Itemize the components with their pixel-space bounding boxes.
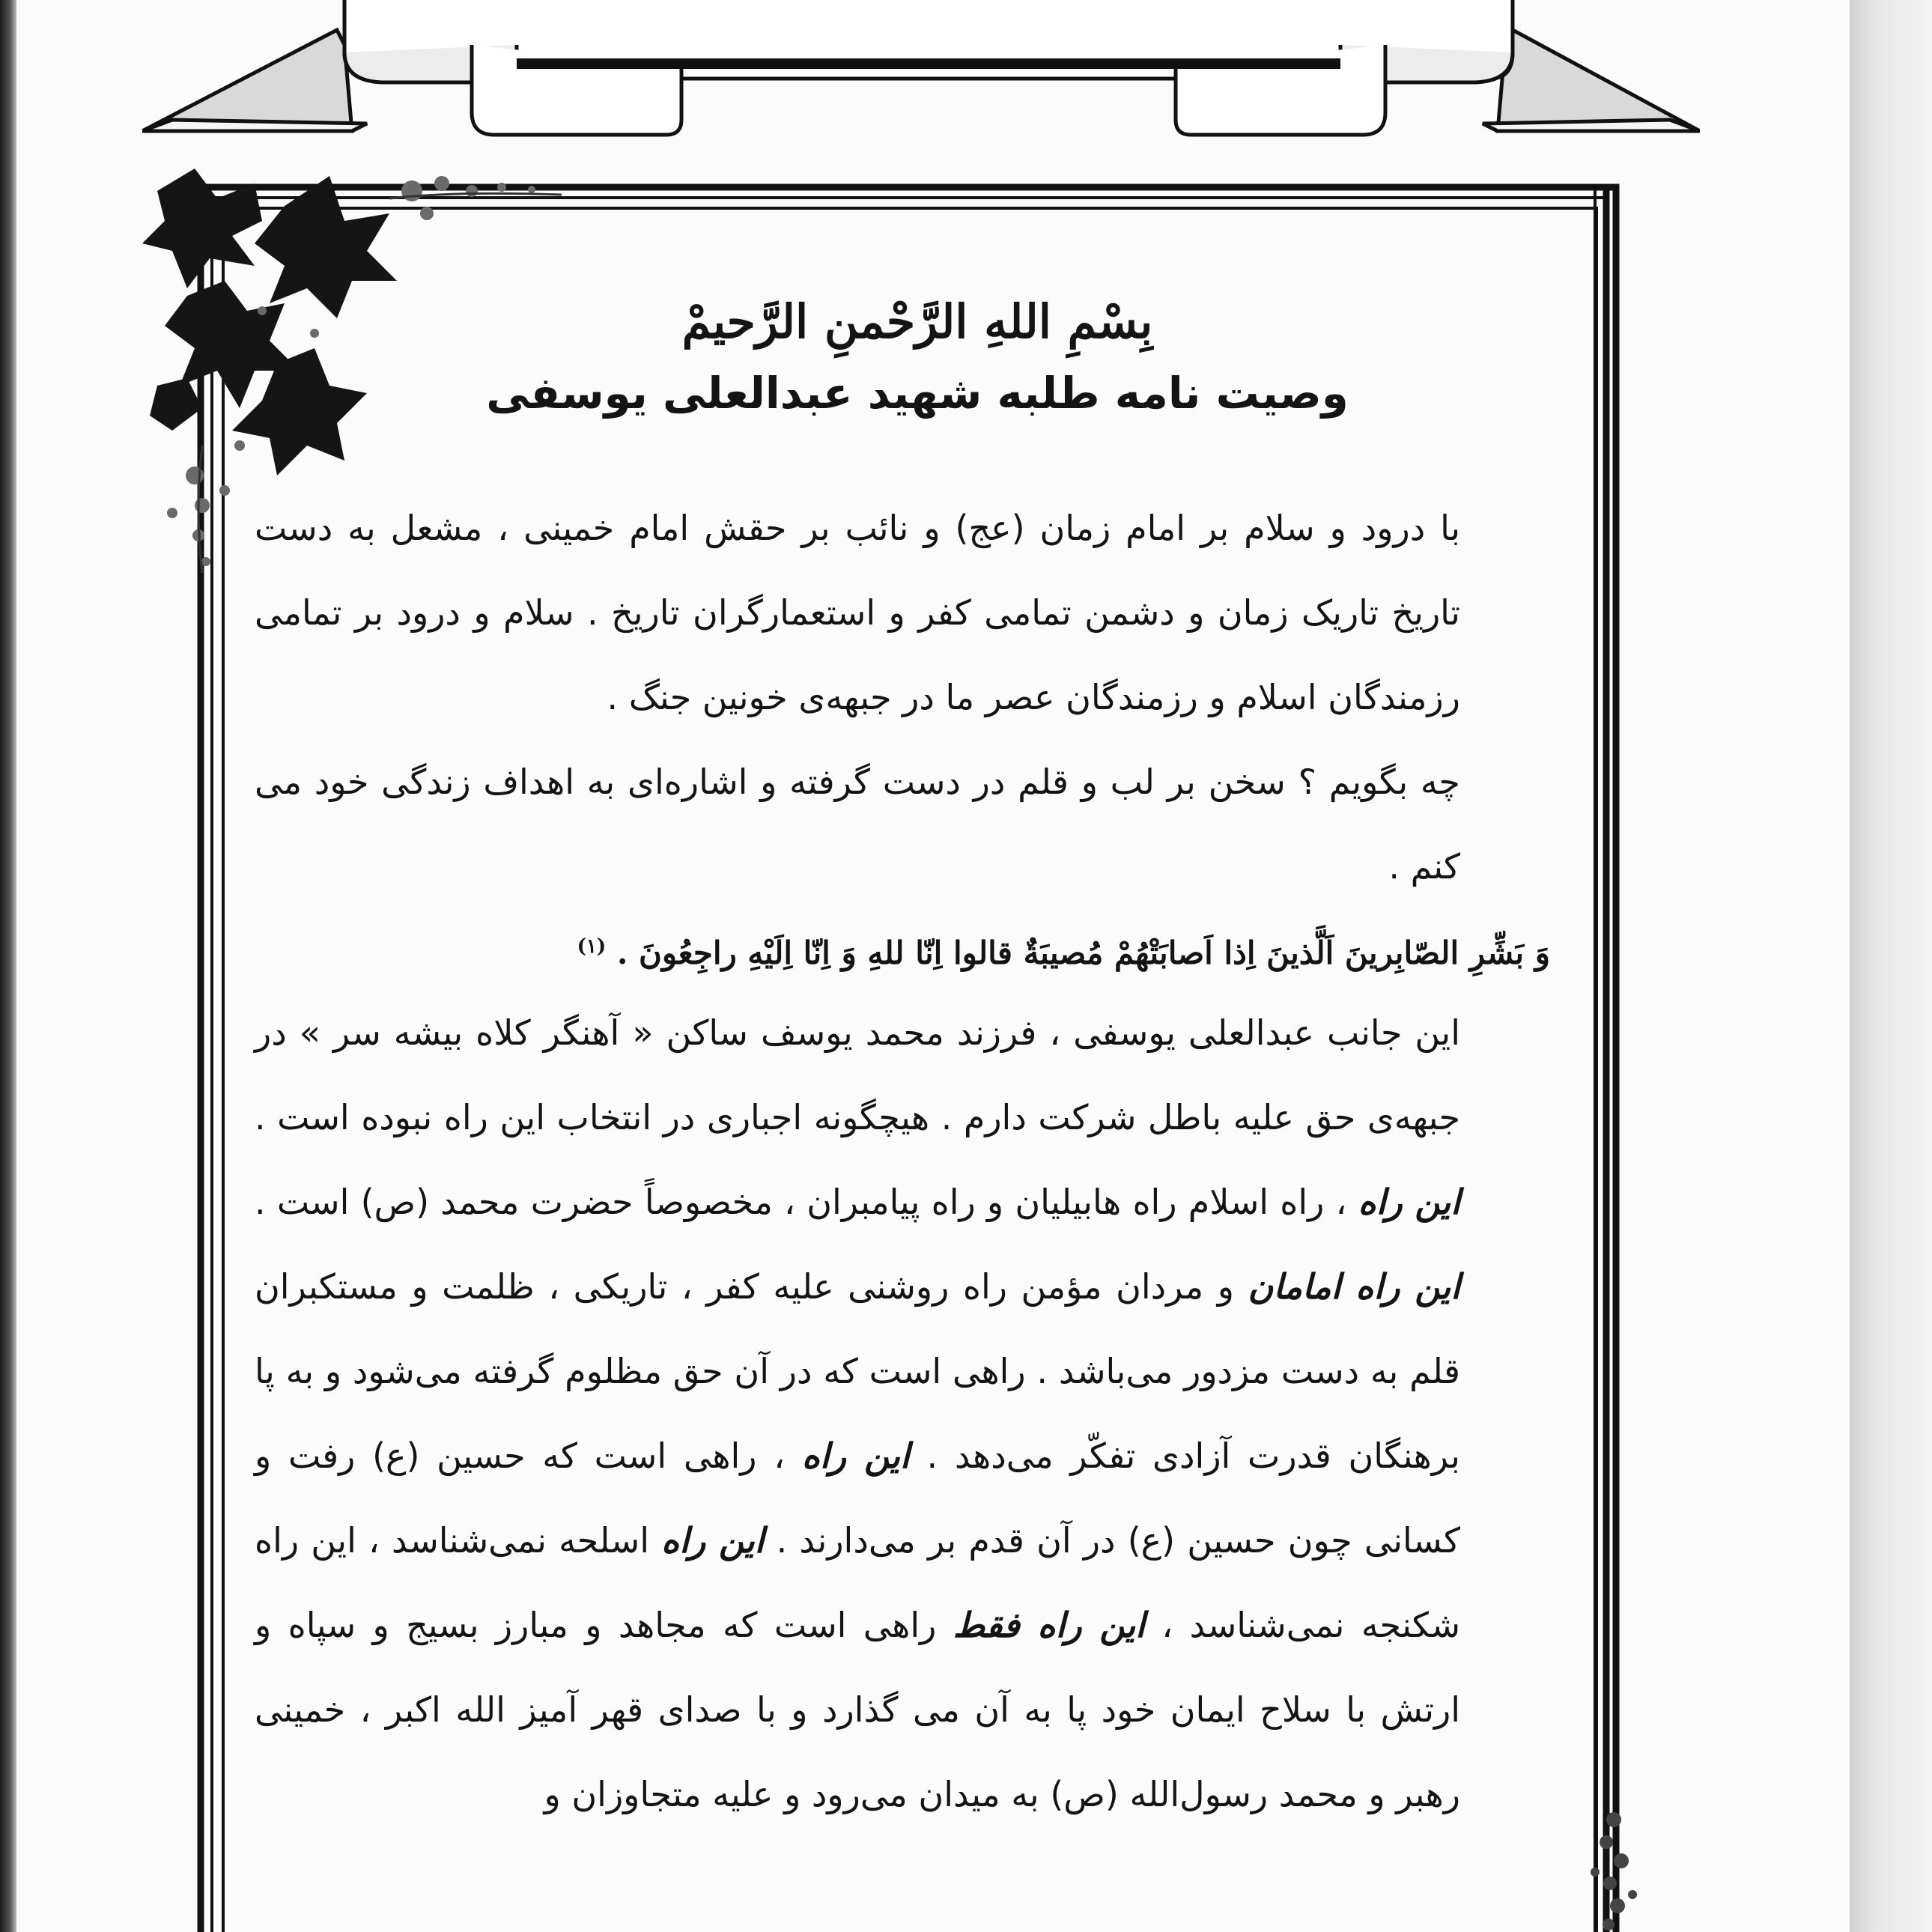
paragraph-path-part-c: و مردان مؤمن راه روشنی علیه کفر ، تاریکی ، ظلمت و مستکبران قلم به دست مزدور می‌باشد . راهی است که در آن حق مظلوم گرفته می‌شود و به پا برهنگان قدرت آزادی تفکّر می‌دهد . (255, 1266, 1460, 1476)
will-text-content (255, 288, 1550, 1837)
paragraph-intro: چه بگویم ؟ سخن بر لب و قلم در دست گرفته و اشاره‌ای به اهداف زندگی خود می کنم . (255, 762, 1460, 887)
document-title: وصیت نامه طلبه شهید عبدالعلی یوسفی (486, 368, 1349, 419)
quran-verse-text: وَ بَشِّرِ الصّابِرینَ اَلَّذینَ اِذا اَصابَتْهُمْ مُصیبَةٌ قالوا اِنّا للهِ وَ اِنّا اِلَیْهِ راجِعُونَ . (616, 935, 1550, 971)
quran-verse (255, 909, 1550, 991)
scan-edge-right (1850, 0, 1932, 1932)
emphasis-this-path-1: این راه (1358, 1182, 1460, 1222)
emphasis-this-path-only: این راه فقط (953, 1605, 1145, 1645)
paragraph-path-part-f: راهی است که مجاهد و مبارز بسیج و سپاه و ارتش با سلاح ایمان خود پا به آن می گذارد و با صدای قهر آمیز الله اکبر ، خمینی رهبر و محمد رسول‌الله (ص) به میدان می‌رود و علیه متجاوزان و (255, 1605, 1460, 1814)
emphasis-this-path-2: این راه (801, 1436, 910, 1476)
scan-edge-left (0, 0, 16, 1932)
verse-footnote-marker: (۱) (577, 935, 607, 958)
paragraph-path-part-a: این جانب عبدالعلی یوسفی ، فرزند محمد یوسف ساکن « آهنگر کلاه بیشه سر » در جبهه‌ی حق علیه باطل شرکت دارم . هیچگونه اجباری در انتخاب این راه نبوده است . (255, 1012, 1460, 1137)
emphasis-this-path-3: این راه (661, 1520, 765, 1561)
paragraph-path-part-b: ، راه اسلام راه هابیلیان و راه پیامبران ، مخصوصاً حضرت محمد (ص) است . (255, 1182, 1347, 1222)
paragraph-greeting: با درود و سلام بر امام زمان (عج) و نائب بر حقش امام خمینی ، مشعل به دست تاریخ تاریک زمان و دشمن تمامی کفر و استعمارگران تاریخ . سلام و درود بر تمامی رزمندگان اسلام و رزمندگان عصر ما در جبهه‌ی خونین جنگ . (255, 508, 1460, 717)
floral-ornament-bottom (1573, 1805, 1655, 1932)
paragraph-path-part-d: ، راهی است که حسین (ع) رفت و کسانی چون حسین (ع) در آن قدم بر می‌دارند . (255, 1436, 1460, 1561)
scroll-banner (142, 0, 1700, 165)
body-text (255, 486, 1550, 1837)
paragraph-path (255, 991, 1550, 1837)
paragraph-path-part-e: اسلحه نمی‌شناسد ، این راه شکنجه نمی‌شناسد ، (255, 1520, 1461, 1645)
basmala-heading: بِسْمِ اللهِ الرَّحْمنِ الرَّحيمْ (681, 294, 1153, 349)
emphasis-this-path-imams: این راه امامان (1248, 1266, 1460, 1307)
